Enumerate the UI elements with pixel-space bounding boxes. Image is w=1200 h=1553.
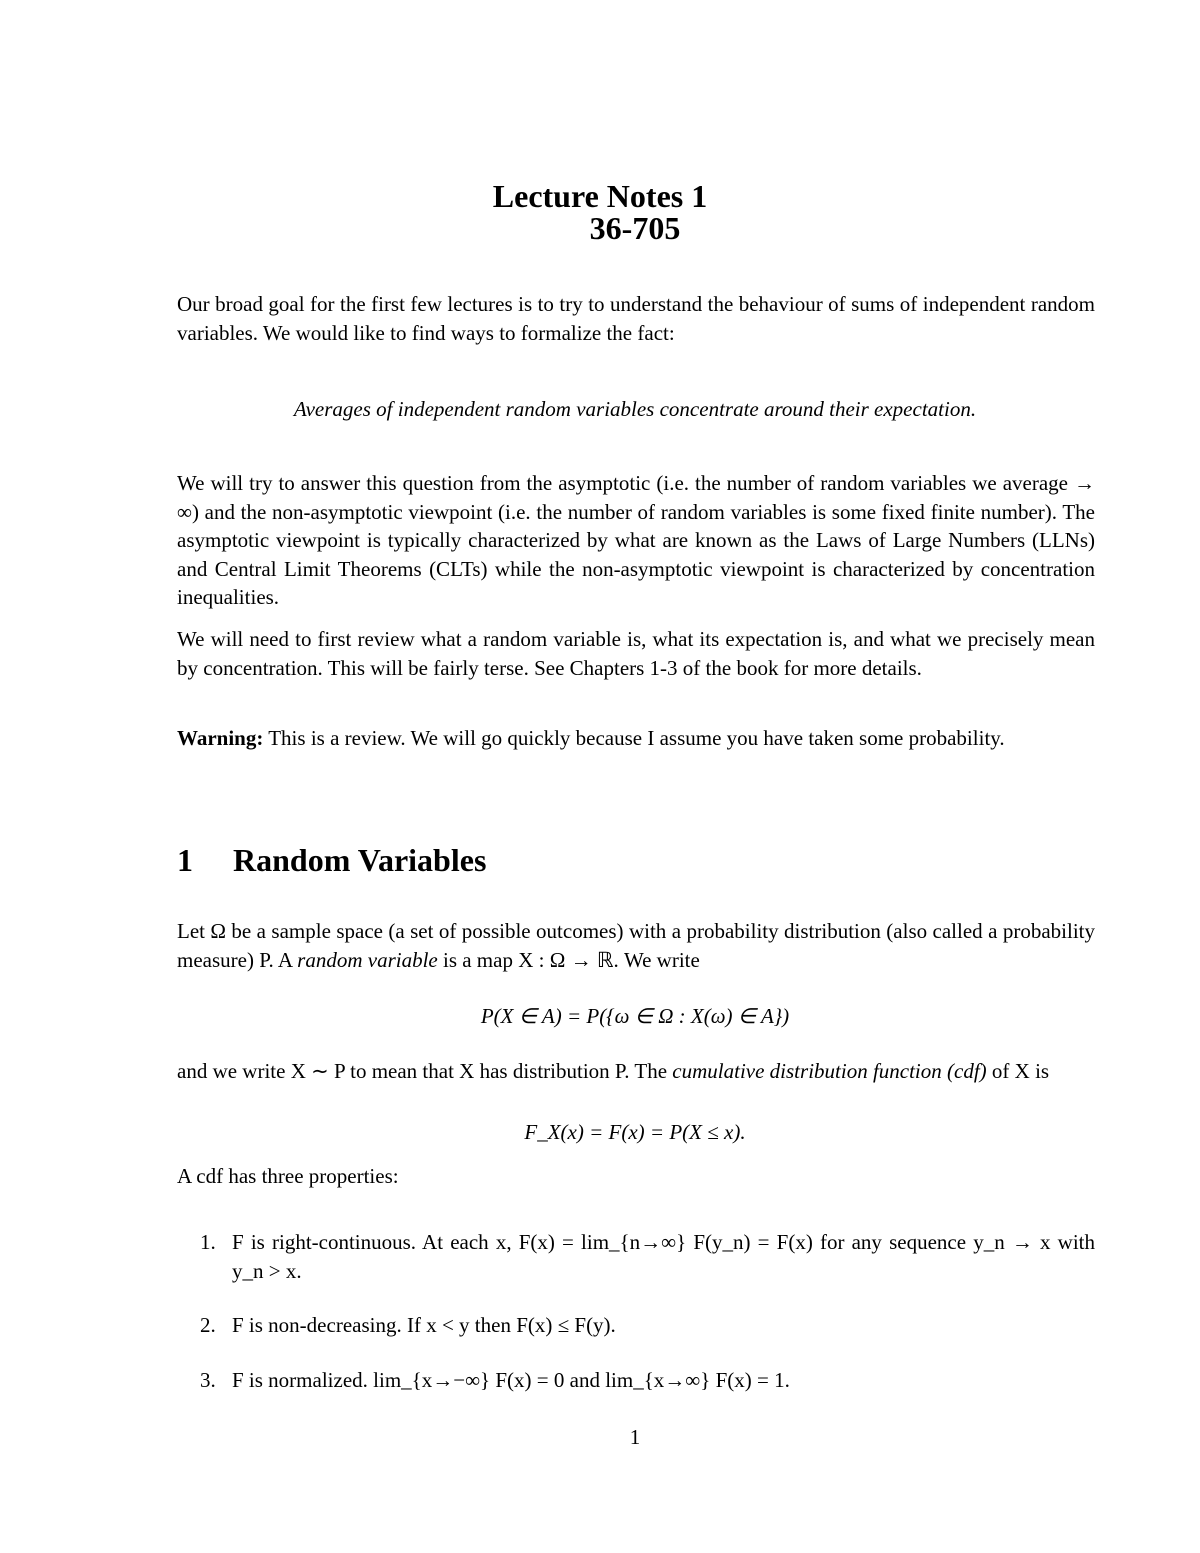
page-number: 1: [629, 1425, 641, 1449]
section-paragraph-2-b: of X is: [986, 1059, 1050, 1083]
list-item-text: F is non-decreasing. If x < y then F(x) ≤ F(y).: [232, 1313, 616, 1337]
section-paragraph-2-a: and we write X ∼ P to mean that X has distribution P. The: [177, 1059, 673, 1083]
section-number: 1: [177, 842, 193, 878]
section-title: Random Variables: [233, 842, 487, 878]
equation-2: F_X(x) = F(x) = P(X ≤ x).: [524, 1120, 746, 1144]
list-item: [200, 1311, 1095, 1340]
warning-paragraph: [177, 724, 1095, 753]
list-item: [200, 1228, 1095, 1285]
section-paragraph-1-b: is a map X : Ω → ℝ. We write: [437, 947, 700, 972]
section-heading: [177, 840, 486, 880]
list-marker: 3.: [200, 1368, 216, 1392]
list-item-text: F is normalized. lim_{x→−∞} F(x) = 0 and lim_{x→∞} F(x) = 1.: [232, 1368, 790, 1392]
course-number: 36-705: [589, 210, 681, 246]
equation-1: P(X ∈ A) = P({ω ∈ Ω : X(ω) ∈ A}): [480, 1004, 790, 1028]
section-paragraph-1: [177, 917, 1095, 974]
key-statement: Averages of independent random variables concentrate around their expectation.: [293, 397, 977, 421]
intro-paragraph-3: We will need to first review what a random variable is, what its expectation is, and what we precisely mean by concentration. This will be fairly terse. See Chapters 1-3 of the book for more details.: [177, 627, 1095, 680]
warning-label: Warning:: [177, 726, 264, 750]
list-marker: 1.: [200, 1230, 216, 1254]
intro-paragraph-2: We will try to answer this question from the asymptotic (i.e. the number of random variables we average → ∞) and the non-asymptotic viewpoint (i.e. the number of random variables is some fixed finite number). The asymptotic viewpoint is typically characterized by what are known as the Laws of Large Numbers (LLNs) and Central Limit Theorems (CLTs) while the non-asymptotic viewpoint is characterized by concentration inequalities.: [177, 471, 1095, 609]
list-marker: 2.: [200, 1313, 216, 1337]
warning-text: This is a review. We will go quickly because I assume you have taken some probability.: [268, 726, 1005, 750]
section-paragraph-1-a: Let Ω be a sample space (a set of possible outcomes) with a probability distribution (also called a probability measure) P. A: [177, 919, 1095, 972]
intro-paragraph-1: Our broad goal for the first few lectures is to try to understand the behaviour of sums of independent random variables. We would like to find ways to formalize the fact:: [177, 292, 1095, 345]
section-paragraph-3: A cdf has three properties:: [177, 1164, 399, 1188]
list-item: [200, 1366, 1095, 1395]
section-paragraph-2: [177, 1057, 1095, 1086]
page-title: Lecture Notes 1: [492, 178, 708, 214]
term-random-variable: random variable: [297, 947, 438, 972]
term-cdf: cumulative distribution function (cdf): [672, 1059, 987, 1083]
list-item-text: F is right-continuous. At each x, F(x) = lim_{n→∞} F(y_n) = F(x) for any sequence y_n → x with y_n > x.: [232, 1230, 1095, 1283]
